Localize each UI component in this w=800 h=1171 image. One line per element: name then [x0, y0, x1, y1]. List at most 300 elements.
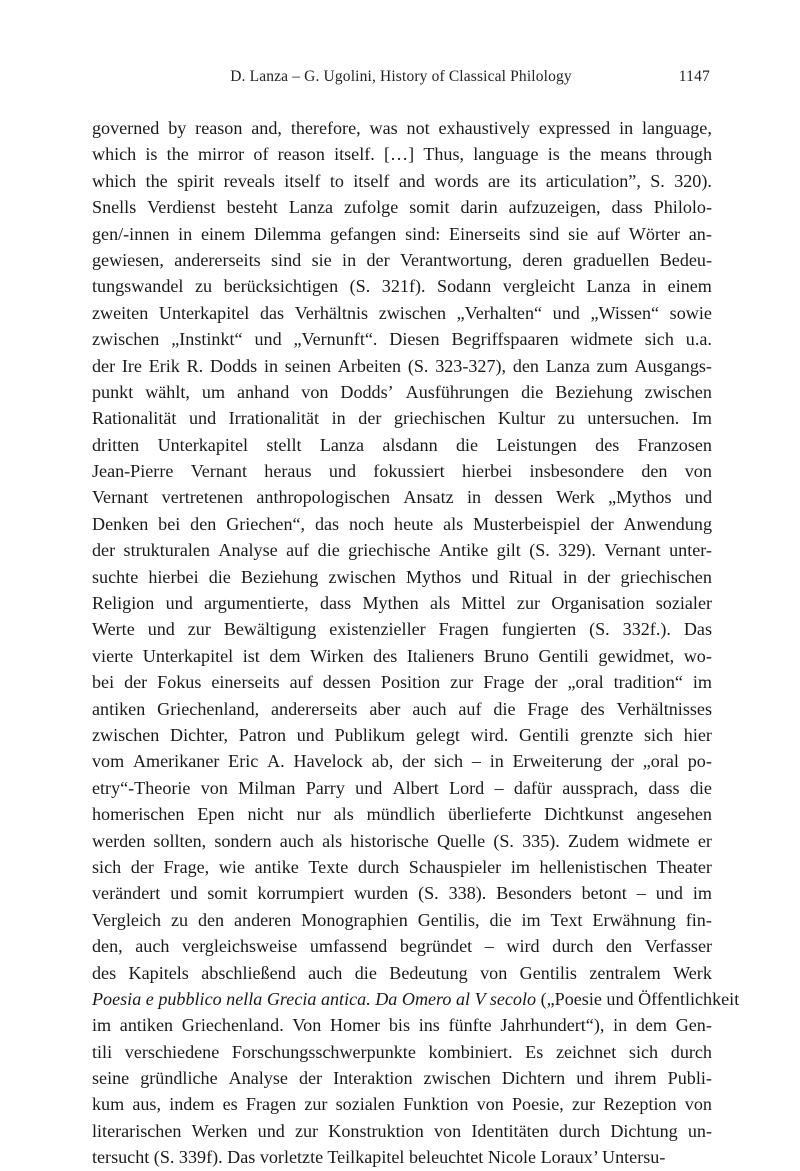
- text-word: Beziehung: [555, 381, 633, 402]
- text-line: [92, 564, 712, 590]
- text-word: wo-: [683, 645, 712, 666]
- text-word: an-: [688, 223, 712, 244]
- text-word: im: [692, 883, 712, 904]
- text-word: dass: [319, 593, 352, 614]
- text-word: umfassend: [309, 936, 388, 957]
- text-word: und: [328, 461, 356, 482]
- text-word: Werk: [673, 962, 712, 983]
- text-word: wird: [506, 936, 540, 957]
- text-word: wurden: [353, 883, 409, 904]
- text-word: (S.: [589, 619, 610, 640]
- text-line: [92, 194, 712, 220]
- text-word: der: [298, 1068, 323, 1089]
- text-word: Monographien: [301, 909, 408, 930]
- text-word: Kultur: [497, 408, 546, 429]
- text-word: deren: [522, 249, 563, 270]
- text-word: wählt,: [145, 381, 190, 402]
- text-word: Theater: [656, 856, 712, 877]
- text-line: [92, 511, 712, 537]
- text-word: dass: [648, 777, 680, 798]
- text-word: spirit: [177, 170, 215, 191]
- text-word: historische: [350, 830, 429, 851]
- text-word: Vergleich: [92, 909, 161, 930]
- text-word: durch: [558, 1120, 601, 1141]
- text-word: und: [471, 566, 499, 587]
- text-word: der: [590, 513, 614, 534]
- text-word: 329).: [558, 540, 596, 561]
- text-word: fungierten: [501, 619, 577, 640]
- text-word: Es: [525, 1041, 544, 1062]
- text-word: Im: [691, 408, 712, 429]
- text-line: [92, 907, 712, 933]
- text-word: Werte: [92, 619, 135, 640]
- text-word: von: [200, 777, 228, 798]
- text-word: „Verhalten“: [456, 302, 543, 323]
- text-line: [92, 221, 712, 247]
- text-word: in: [619, 118, 634, 138]
- text-word: and,: [251, 118, 282, 138]
- text-word: „Instinkt“: [171, 329, 243, 350]
- text-word: tungswandel: [92, 276, 184, 297]
- text-word: Kapitels: [128, 962, 189, 983]
- text-word: S.: [650, 170, 665, 191]
- text-word: auf: [286, 540, 310, 561]
- text-word: Lord: [449, 777, 485, 798]
- text-word: das: [259, 302, 285, 323]
- text-word: heute: [394, 513, 434, 534]
- text-word: (S.: [493, 830, 514, 851]
- text-word: aussprach,: [562, 777, 639, 798]
- text-line: [92, 696, 712, 722]
- text-word: mündlich: [366, 804, 436, 825]
- text-word: im: [692, 672, 712, 693]
- text-word: existenzieller: [329, 619, 426, 640]
- text-word: in: [331, 408, 346, 429]
- text-word: gefangen: [330, 223, 397, 244]
- text-word: Irrationalität: [228, 408, 320, 429]
- text-word: 335).: [522, 830, 560, 851]
- text-word: zur: [187, 619, 211, 640]
- text-word: Werk: [556, 487, 595, 508]
- text-word: u.a.: [685, 329, 712, 350]
- text-word: „Mythos: [608, 487, 672, 508]
- text-word: „oral: [642, 751, 679, 772]
- text-word: die: [317, 540, 340, 561]
- text-word: 332f.).: [622, 619, 671, 640]
- text-word: und: [188, 408, 217, 429]
- text-word: im: [521, 909, 541, 930]
- text-word: homerischen: [92, 804, 185, 825]
- text-word: hier: [683, 724, 712, 745]
- text-word: wie: [218, 856, 245, 877]
- text-word: fin-: [685, 909, 712, 930]
- text-word: sind: [271, 249, 302, 270]
- text-word: vergleicht: [502, 276, 575, 297]
- text-word: die: [208, 566, 231, 587]
- text-word: alsdann: [382, 434, 438, 455]
- text-word: tili: [92, 1041, 113, 1062]
- text-word: dessen: [494, 487, 543, 508]
- text-word: widmete: [627, 830, 690, 851]
- text-word: sich: [644, 329, 674, 350]
- text-word: Vernant: [604, 540, 661, 561]
- text-word: nicht: [247, 804, 284, 825]
- text-word: Mythos: [405, 566, 462, 587]
- text-word: auf: [458, 698, 482, 719]
- text-word: in: [263, 355, 279, 376]
- text-word: to: [329, 170, 344, 191]
- text-word: Griechenland,: [157, 698, 260, 719]
- text-word: und: [296, 724, 324, 745]
- text-word: den: [190, 513, 217, 534]
- text-word: Poesie,: [511, 1094, 564, 1115]
- text-word: Mythen: [362, 593, 419, 614]
- text-word: Vernant: [190, 461, 247, 482]
- text-word: gründliche: [140, 1068, 218, 1089]
- text-word: Eric: [228, 751, 259, 772]
- text-line: [92, 616, 712, 642]
- text-word: 320).: [674, 170, 712, 191]
- text-word: the: [145, 170, 168, 191]
- text-word: von: [434, 1120, 462, 1141]
- text-word: Amerikaner: [132, 751, 220, 772]
- text-word: zwischen: [644, 381, 712, 402]
- text-word: und: [576, 1068, 604, 1089]
- text-line: [92, 828, 712, 854]
- text-word: Dodds’: [340, 381, 394, 402]
- text-word: den: [605, 936, 633, 957]
- text-word: aber: [369, 698, 401, 719]
- text-word: Unterkapitel: [157, 434, 248, 455]
- text-line: [92, 801, 712, 827]
- text-word: um: [201, 381, 226, 402]
- text-word: antiken: [92, 698, 146, 719]
- text-word: mirror: [197, 144, 245, 165]
- text-word: andererseits: [174, 249, 261, 270]
- text-word: dessen: [322, 672, 371, 693]
- text-word: die: [455, 434, 479, 455]
- text-line: [92, 986, 740, 1012]
- text-word: auch: [279, 830, 314, 851]
- text-word: korrumpiert: [257, 883, 344, 904]
- text-word: zufolge: [344, 197, 399, 218]
- text-word: anhand: [237, 381, 290, 402]
- text-word: bis: [388, 1015, 410, 1036]
- text-word: gewidmet,: [598, 645, 675, 666]
- text-word: zu: [557, 408, 575, 429]
- text-word: (S.: [349, 276, 371, 297]
- text-word: dritten: [92, 434, 140, 455]
- text-word: überlieferte: [447, 804, 532, 825]
- text-line: [92, 854, 712, 880]
- text-word: in: [489, 751, 504, 772]
- text-word: insbesondere: [529, 461, 624, 482]
- text-word: un-: [687, 1120, 712, 1141]
- text-line: [92, 273, 712, 299]
- text-word: angesehen: [636, 804, 712, 825]
- text-word: Griechen“,: [226, 513, 306, 534]
- text-word: es: [222, 1094, 238, 1115]
- text-word: einem: [667, 276, 712, 297]
- text-word: gen/-innen: [92, 223, 170, 244]
- text-line: [92, 300, 712, 326]
- text-word: als: [430, 593, 451, 614]
- text-word: Rezeption: [603, 1094, 677, 1115]
- text-word: Erik: [148, 355, 180, 376]
- text-word: Ausführungen: [405, 381, 510, 402]
- text-word: Sodann: [437, 276, 492, 297]
- text-word: is: [145, 144, 158, 165]
- text-word: […]: [383, 144, 415, 165]
- text-word: Wörter: [628, 223, 681, 244]
- text-word: untersuchen.: [587, 408, 680, 429]
- text-word: seine: [92, 1068, 130, 1089]
- text-word: und: [684, 487, 712, 508]
- text-word: itself: [284, 170, 321, 191]
- text-word: Dodds: [209, 355, 258, 376]
- text-word: Ritual: [508, 566, 553, 587]
- text-word: aufzuzeigen,: [508, 197, 601, 218]
- text-word: der: [534, 672, 558, 693]
- text-word: antiken: [119, 1015, 174, 1036]
- text-word: its: [519, 170, 537, 191]
- text-word: Texte: [308, 856, 349, 877]
- text-word: vertretenen: [161, 487, 244, 508]
- text-word: sozialer: [655, 593, 712, 614]
- text-word: words: [434, 170, 479, 191]
- text-word: zur: [516, 593, 541, 614]
- text-word: A.: [267, 751, 285, 772]
- text-word: antike: [254, 856, 299, 877]
- text-word: indem: [169, 1094, 215, 1115]
- text-word: einem: [200, 223, 246, 244]
- text-word: den: [641, 461, 668, 482]
- text-word: auf: [596, 223, 621, 244]
- text-word: im: [92, 1015, 112, 1036]
- text-word: Diesen: [389, 329, 440, 350]
- text-word: Gentili: [538, 645, 589, 666]
- text-word: Verantwortung,: [399, 249, 513, 270]
- text-word: expressed: [538, 118, 611, 138]
- text-word: seinen: [284, 355, 332, 376]
- text-line: [92, 748, 712, 774]
- text-word: Erweiterung: [512, 751, 603, 772]
- text-word: Fragen: [438, 619, 489, 640]
- text-word: auch: [412, 698, 447, 719]
- text-word: grenzte: [579, 724, 634, 745]
- text-word: Von: [292, 1015, 322, 1036]
- text-word: von: [684, 1094, 712, 1115]
- text-word: Griechenland.: [181, 1015, 284, 1036]
- text-word: zur: [450, 672, 474, 693]
- text-word: heraus: [264, 461, 312, 482]
- text-word: von: [684, 461, 712, 482]
- text-word: anthropologischen: [256, 487, 391, 508]
- text-word: Ausgangs-: [634, 355, 712, 376]
- text-word: Gen-: [675, 1015, 712, 1036]
- text-word: reason: [195, 118, 243, 138]
- text-line: [92, 168, 712, 194]
- text-word: Snells: [92, 197, 137, 218]
- text-word: Frage: [483, 672, 525, 693]
- text-word: der: [358, 408, 382, 429]
- text-line: [92, 960, 712, 986]
- text-word: sowie: [669, 302, 712, 323]
- text-word: berücksichtigen: [223, 276, 339, 297]
- book-title-italic: Poesia e pubblico nella Grecia antica. Da Omero al V secolo: [92, 988, 537, 1009]
- text-word: Schauspieler: [408, 856, 502, 877]
- text-word: are: [487, 170, 511, 191]
- text-word: ist: [242, 645, 260, 666]
- text-word: (S.: [407, 355, 429, 376]
- text-word: Konstruktion: [328, 1120, 424, 1141]
- text-word: Publikum: [334, 724, 405, 745]
- text-word: exhaustively: [438, 118, 530, 138]
- text-word: –: [471, 751, 481, 772]
- text-word: zweiten: [92, 302, 149, 323]
- text-word: darin: [460, 197, 498, 218]
- text-word: Unterkapitel: [142, 645, 234, 666]
- text-word: und: [655, 883, 683, 904]
- text-word: of: [253, 144, 269, 165]
- text-word: Unterkapitel: [158, 302, 250, 323]
- text-word: durch: [357, 856, 400, 877]
- text-word: auf: [289, 672, 313, 693]
- text-word: „Wissen“: [590, 302, 660, 323]
- text-word: Dichter,: [170, 724, 229, 745]
- text-word: Bewältigung: [223, 619, 317, 640]
- text-word: und: [257, 1120, 285, 1141]
- text-word: Parry: [305, 777, 345, 798]
- text-word: (S.: [529, 540, 550, 561]
- text-word: –: [636, 883, 646, 904]
- text-word: reveals: [223, 170, 275, 191]
- text-word: po-: [687, 751, 712, 772]
- text-line: [92, 669, 712, 695]
- text-word: Musterbeispiel: [473, 513, 581, 534]
- text-word: zur: [294, 1120, 319, 1141]
- text-word: des: [580, 698, 605, 719]
- text-word: in: [613, 1015, 628, 1036]
- text-word: which: [92, 144, 137, 165]
- text-word: Dichtung: [610, 1120, 678, 1141]
- text-line: [92, 880, 712, 906]
- text-word: in: [467, 487, 482, 508]
- text-word: was: [369, 118, 398, 138]
- text-word: ab,: [371, 751, 394, 772]
- text-word: als: [443, 513, 464, 534]
- text-word: die: [489, 909, 512, 930]
- text-word: das: [314, 513, 340, 534]
- text-word: einerseits: [211, 672, 280, 693]
- text-word: Albert: [392, 777, 439, 798]
- text-word: der: [124, 672, 148, 693]
- text-word: werden: [92, 830, 146, 851]
- text-word: durch: [552, 936, 594, 957]
- text-line: [92, 643, 712, 669]
- text-word: griechischen: [393, 408, 486, 429]
- text-word: Begriffspaaren: [451, 329, 559, 350]
- text-word: zentralem: [589, 962, 661, 983]
- text-word: und: [254, 329, 282, 350]
- text-word: itself.: [334, 144, 375, 165]
- text-word: begründet: [399, 936, 473, 957]
- text-word: sich: [92, 856, 122, 877]
- text-word: is: [547, 144, 560, 165]
- text-word: ins: [418, 1015, 440, 1036]
- text-word: Publi-: [667, 1068, 712, 1089]
- text-line: tersucht (S. 339f). Das vorletzte Teilkapitel beleuchtet Nicole Loraux’ Untersu-: [92, 1147, 666, 1168]
- text-line: [92, 353, 712, 379]
- text-word: gilt: [496, 540, 521, 561]
- text-word: Religion: [92, 593, 155, 614]
- text-word: somit: [207, 883, 248, 904]
- text-word: Lanza: [319, 434, 365, 455]
- text-word: Philolo-: [653, 197, 712, 218]
- text-word: abschließend: [201, 962, 296, 983]
- text-word: bei: [158, 513, 181, 534]
- text-word: and: [398, 170, 425, 191]
- text-word: hierbei: [148, 566, 199, 587]
- text-run: („Poesie und Öffentlichkeit: [536, 988, 740, 1009]
- text-word: sich: [628, 1041, 659, 1062]
- text-word: Leistungen: [496, 434, 577, 455]
- text-word: zu: [194, 276, 213, 297]
- text-word: sollten,: [153, 830, 207, 851]
- text-word: im: [510, 856, 530, 877]
- text-word: Epen: [197, 804, 235, 825]
- text-word: die: [354, 962, 377, 983]
- text-word: Franzosen: [637, 434, 712, 455]
- text-word: Identitäten: [471, 1120, 549, 1141]
- text-word: den,: [92, 936, 123, 957]
- text-word: sich: [643, 724, 674, 745]
- text-word: –: [484, 936, 494, 957]
- text-word: kombiniert.: [428, 1041, 513, 1062]
- text-word: in: [178, 223, 193, 244]
- text-word: Milman: [238, 777, 296, 798]
- text-word: tradition“: [613, 672, 683, 693]
- text-word: und: [355, 777, 383, 798]
- text-word: Ire: [121, 355, 142, 376]
- text-word: Lanza: [545, 355, 590, 376]
- text-word: Analyse: [218, 540, 278, 561]
- text-word: „Vernunft“.: [293, 329, 378, 350]
- text-word: Italieners: [406, 645, 475, 666]
- text-line: [92, 326, 712, 352]
- text-word: Verhältnisses: [616, 698, 712, 719]
- text-word: zeichnet: [555, 1041, 617, 1062]
- text-word: Bruno: [483, 645, 529, 666]
- text-word: die: [521, 381, 544, 402]
- text-word: dem: [635, 1015, 667, 1036]
- text-word: gelegt: [415, 724, 460, 745]
- text-word: und: [170, 883, 198, 904]
- text-line: [92, 722, 712, 748]
- text-word: R.: [186, 355, 204, 376]
- text-line: [92, 484, 712, 510]
- text-word: der: [92, 540, 116, 561]
- text-word: Rationalität: [92, 408, 177, 429]
- text-line: [92, 933, 712, 959]
- text-word: vergleichsweise: [182, 936, 298, 957]
- text-word: durch: [670, 1041, 712, 1062]
- text-word: Mittel: [461, 593, 506, 614]
- text-word: dafür: [513, 777, 552, 798]
- text-word: unter-: [669, 540, 712, 561]
- text-word: Jean-Pierre: [92, 461, 174, 482]
- text-word: verändert: [92, 883, 161, 904]
